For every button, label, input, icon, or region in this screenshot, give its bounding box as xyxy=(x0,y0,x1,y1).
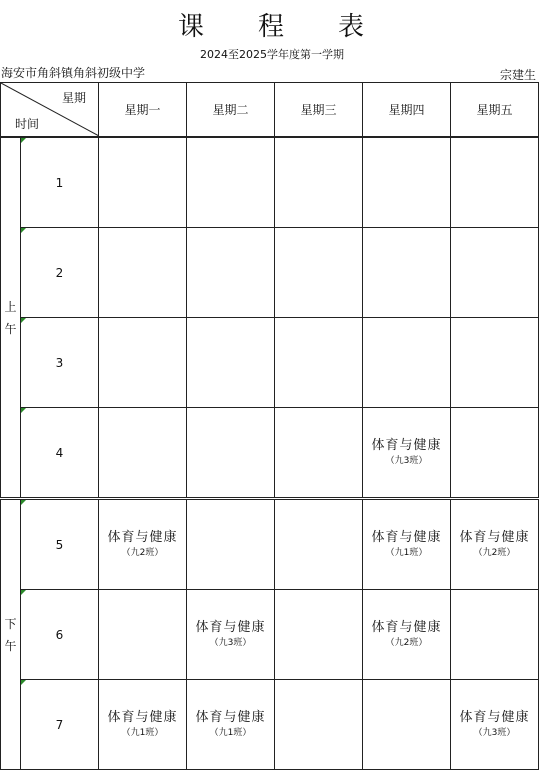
period-label: 4 xyxy=(55,445,64,460)
schedule-cell[interactable] xyxy=(275,499,363,590)
cell-marker-icon xyxy=(21,228,26,233)
period-number xyxy=(21,408,99,499)
schedule-cell[interactable] xyxy=(451,408,539,499)
schedule-cell[interactable] xyxy=(451,590,539,680)
schedule-cell[interactable] xyxy=(187,137,275,228)
class-name: （九2班） xyxy=(121,547,164,558)
class-name: （九3班） xyxy=(473,727,516,738)
schedule-cell[interactable] xyxy=(363,228,451,318)
schedule-cell[interactable] xyxy=(187,499,275,590)
schedule-cell[interactable] xyxy=(187,680,275,770)
period-number xyxy=(21,680,99,770)
schedule-cell[interactable] xyxy=(99,590,187,680)
schedule-cell[interactable] xyxy=(99,228,187,318)
schedule-cell[interactable] xyxy=(187,408,275,499)
course-name: 体育与健康 xyxy=(371,529,442,545)
schedule-cell[interactable] xyxy=(363,680,451,770)
period-label: 3 xyxy=(55,355,64,370)
title-char: 表 xyxy=(338,12,367,42)
page-title xyxy=(0,6,544,42)
course-name: 体育与健康 xyxy=(195,619,266,635)
period-label: 2 xyxy=(55,265,64,280)
schedule-cell[interactable] xyxy=(99,499,187,590)
schedule-cell[interactable] xyxy=(451,499,539,590)
schedule-cell[interactable] xyxy=(187,590,275,680)
schedule-cell[interactable] xyxy=(275,137,363,228)
semester-subtitle: 2024至2025学年度第一学期 xyxy=(200,48,344,61)
half-label-bottom: 午 xyxy=(4,638,17,653)
schedule-cell[interactable] xyxy=(99,408,187,499)
cell-marker-icon xyxy=(21,590,26,595)
schedule-cell[interactable] xyxy=(451,680,539,770)
period-number xyxy=(21,590,99,680)
day-header: 星期四 xyxy=(363,83,451,138)
cell-marker-icon xyxy=(21,318,26,323)
cell-marker-icon xyxy=(21,138,26,143)
morning-label xyxy=(1,137,21,499)
schedule-cell[interactable] xyxy=(451,228,539,318)
header-row xyxy=(1,83,539,138)
timetable xyxy=(0,82,539,770)
schedule-cell[interactable] xyxy=(99,137,187,228)
period-number xyxy=(21,137,99,228)
schedule-cell[interactable] xyxy=(451,318,539,408)
schedule-cell[interactable] xyxy=(363,318,451,408)
title-char: 课 xyxy=(177,12,206,42)
title-char: 程 xyxy=(257,12,286,42)
class-name: （九1班） xyxy=(385,547,428,558)
cell-marker-icon xyxy=(21,500,26,505)
table-row xyxy=(1,408,539,499)
course-name: 体育与健康 xyxy=(107,709,178,725)
table-row xyxy=(1,499,539,590)
period-label: 7 xyxy=(55,717,64,732)
period-number xyxy=(21,499,99,590)
schedule-cell[interactable] xyxy=(363,499,451,590)
schedule-cell[interactable] xyxy=(363,408,451,499)
afternoon-label xyxy=(1,499,21,770)
period-label: 6 xyxy=(55,627,64,642)
day-header: 星期一 xyxy=(99,83,187,138)
teacher-name: 宗建生 xyxy=(499,68,536,82)
school-name: 海安市角斜镇角斜初级中学 xyxy=(1,66,146,80)
period-number xyxy=(21,318,99,408)
period-label: 1 xyxy=(55,175,64,190)
schedule-cell[interactable] xyxy=(451,137,539,228)
weekday-axis-label: 星期 xyxy=(61,91,86,105)
course-name: 体育与健康 xyxy=(459,529,530,545)
table-row xyxy=(1,318,539,408)
period-label: 5 xyxy=(55,537,64,552)
schedule-cell[interactable] xyxy=(363,590,451,680)
schedule-cell[interactable] xyxy=(99,318,187,408)
class-name: （九2班） xyxy=(473,547,516,558)
course-name: 体育与健康 xyxy=(107,529,178,545)
time-axis-label: 时间 xyxy=(15,117,40,131)
period-number xyxy=(21,228,99,318)
day-header: 星期三 xyxy=(275,83,363,138)
class-name: （九3班） xyxy=(385,455,428,466)
course-name: 体育与健康 xyxy=(371,619,442,635)
schedule-cell[interactable] xyxy=(275,408,363,499)
class-name: （九1班） xyxy=(209,727,252,738)
schedule-cell[interactable] xyxy=(187,318,275,408)
day-header: 星期五 xyxy=(451,83,539,138)
class-name: （九2班） xyxy=(385,637,428,648)
half-label-bottom: 午 xyxy=(4,321,17,336)
course-name: 体育与健康 xyxy=(459,709,530,725)
schedule-cell[interactable] xyxy=(363,137,451,228)
schedule-cell[interactable] xyxy=(275,680,363,770)
course-name: 体育与健康 xyxy=(371,437,442,453)
table-row xyxy=(1,680,539,770)
schedule-cell[interactable] xyxy=(275,318,363,408)
table-row xyxy=(1,137,539,228)
table-row xyxy=(1,590,539,680)
cell-marker-icon xyxy=(21,408,26,413)
cell-marker-icon xyxy=(21,680,26,685)
course-name: 体育与健康 xyxy=(195,709,266,725)
half-label-top: 下 xyxy=(4,616,17,631)
schedule-cell[interactable] xyxy=(187,228,275,318)
class-name: （九3班） xyxy=(209,637,252,648)
schedule-cell[interactable] xyxy=(275,228,363,318)
table-row xyxy=(1,228,539,318)
schedule-cell[interactable] xyxy=(99,680,187,770)
corner-header xyxy=(1,83,99,138)
day-header: 星期二 xyxy=(187,83,275,138)
class-name: （九1班） xyxy=(121,727,164,738)
schedule-cell[interactable] xyxy=(275,590,363,680)
half-label-top: 上 xyxy=(4,299,17,314)
